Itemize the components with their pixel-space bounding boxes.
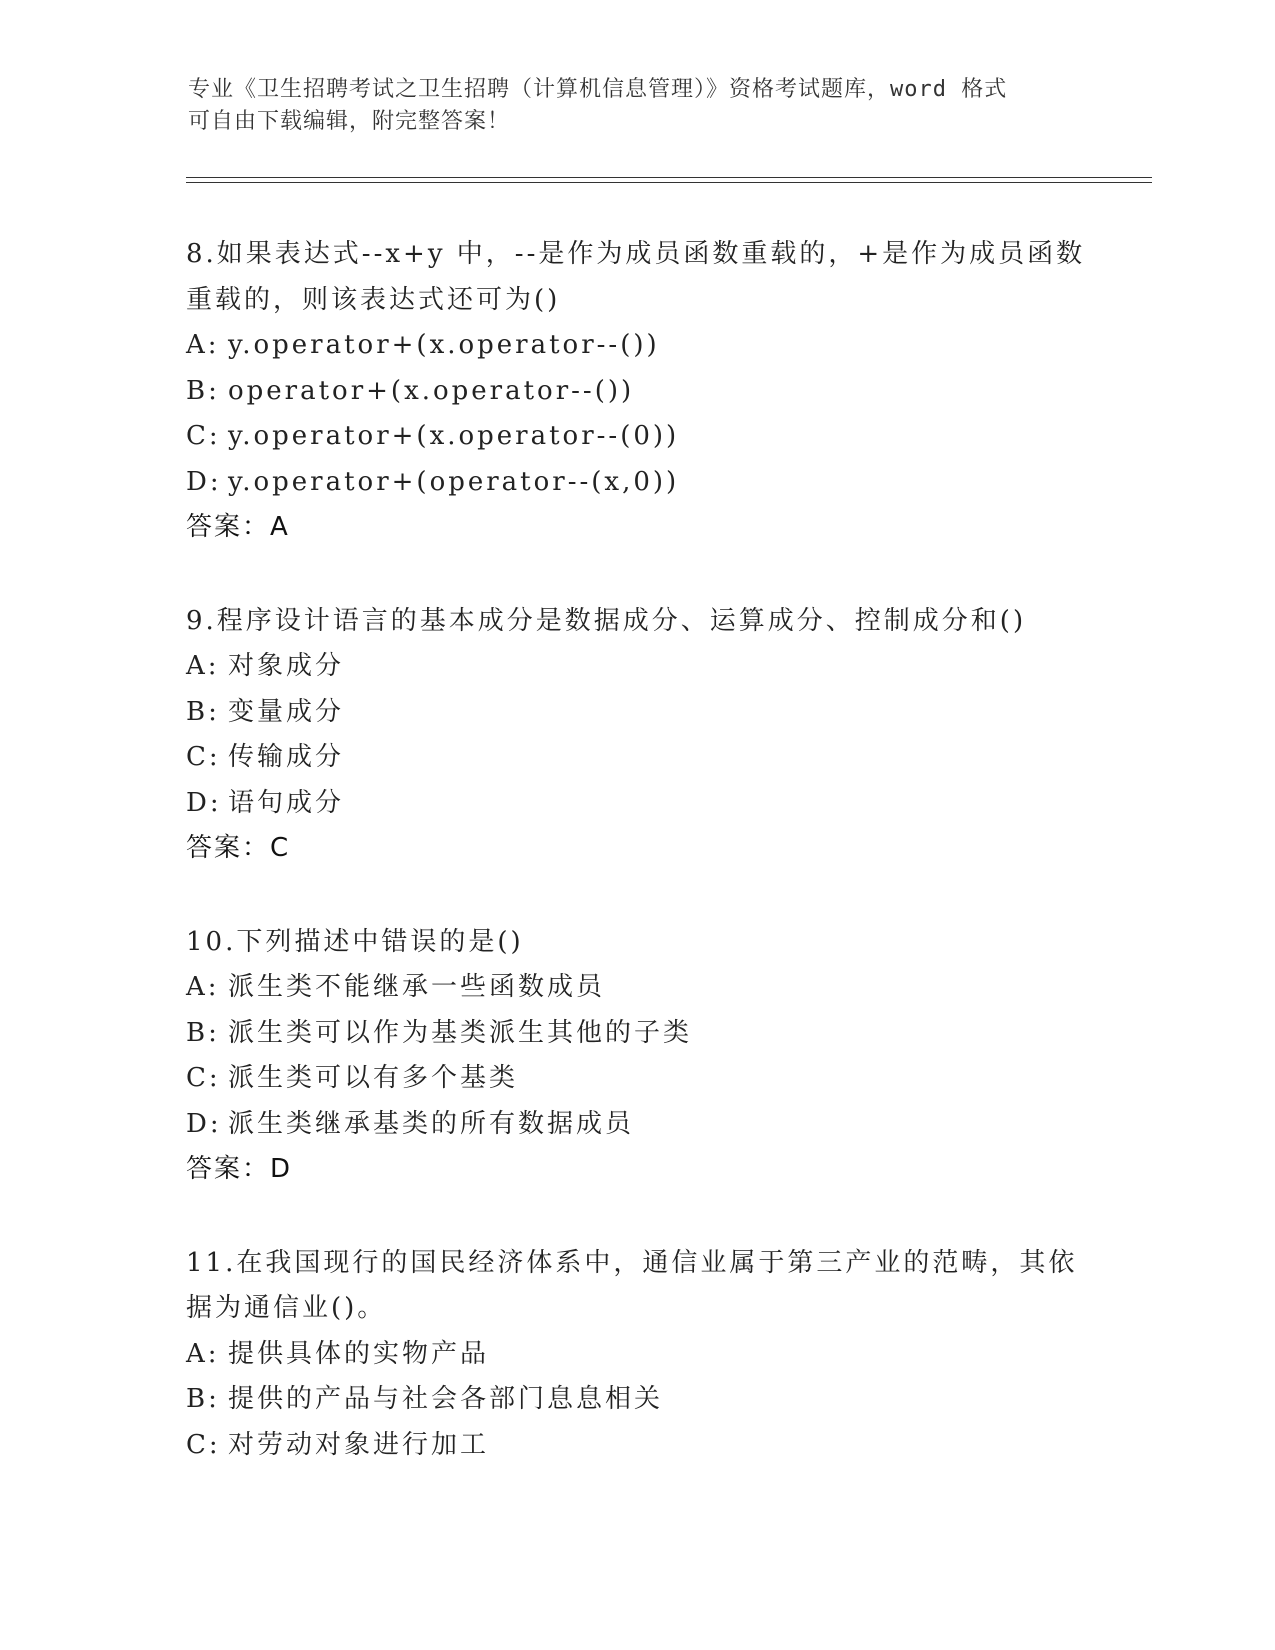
question-stem: 据为通信业()。 [186,1293,387,1323]
option-letter: A: [186,651,220,681]
option-text: y.operator+(x.operator--(0)) [228,421,680,451]
option-d [186,781,1086,827]
option-text: y.operator+(operator--(x,0)) [228,466,680,497]
option-text: 提供具体的实物产品 [228,1338,490,1369]
option-letter: B: [186,696,220,727]
option-text: 变量成分 [228,696,345,727]
option-b [186,1377,1086,1423]
option-a [186,965,1086,1011]
answer-line: 答案：A [186,512,290,542]
option-letter: C: [186,742,221,772]
option-c [186,1056,1086,1102]
option-b [186,1011,1086,1057]
question-11 [186,1241,1086,1469]
option-letter: C: [186,1429,221,1460]
option-text: 派生类可以作为基类派生其他的子类 [228,1017,693,1048]
question-stem: 9.程序设计语言的基本成分是数据成分、运算成分、控制成分和() [186,605,1027,636]
option-c [186,414,1086,460]
option-letter: B: [186,375,220,406]
option-letter: B: [186,1017,220,1048]
option-a [186,644,1086,690]
option-d [186,460,1086,506]
header-divider-bottom [186,182,1152,183]
question-stem: 8.如果表达式--x+y 中，--是作为成员函数重载的，+是作为成员函数 [186,239,1086,269]
option-d [186,1102,1086,1148]
option-letter: A: [186,330,220,360]
option-letter: A: [186,972,220,1002]
option-letter: D: [186,1108,222,1139]
header-line-2: 可自由下载编辑，附完整答案！ [188,109,511,134]
option-c [186,735,1086,781]
option-text: 派生类继承基类的所有数据成员 [228,1108,635,1139]
option-letter: D: [186,787,222,818]
option-text: 对象成分 [228,651,345,681]
question-stem: 10.下列描述中错误的是() [186,926,524,957]
option-text: 派生类不能继承一些函数成员 [228,972,606,1002]
option-text: 对劳动对象进行加工 [228,1429,490,1460]
option-text: 提供的产品与社会各部门息息相关 [228,1384,664,1414]
document-header [188,74,1088,138]
question-stem: 重载的，则该表达式还可为() [186,284,561,315]
question-9 [186,599,1086,872]
option-text: 传输成分 [228,742,345,772]
question-10 [186,920,1086,1193]
option-letter: C: [186,1063,221,1093]
option-a [186,1332,1086,1378]
option-b [186,369,1086,415]
option-text: 语句成分 [228,787,345,818]
question-list [186,232,1086,1516]
header-line-1: 专业《卫生招聘考试之卫生招聘（计算机信息管理）》资格考试题库，word 格式 [188,77,1008,102]
option-text: y.operator+(x.operator--()) [228,330,660,360]
header-divider-top [186,177,1152,178]
answer-line: 答案：C [186,833,291,863]
option-a [186,323,1086,369]
option-letter: D: [186,466,222,497]
option-letter: B: [186,1384,220,1414]
question-8 [186,232,1086,551]
answer-line: 答案：D [186,1154,293,1184]
option-text: operator+(x.operator--()) [228,375,635,406]
option-letter: A: [186,1338,220,1369]
question-stem: 11.在我国现行的国民经济体系中，通信业属于第三产业的范畴，其依 [186,1247,1078,1278]
option-text: 派生类可以有多个基类 [228,1063,519,1093]
option-b [186,690,1086,736]
option-letter: C: [186,421,221,451]
option-c [186,1423,1086,1469]
